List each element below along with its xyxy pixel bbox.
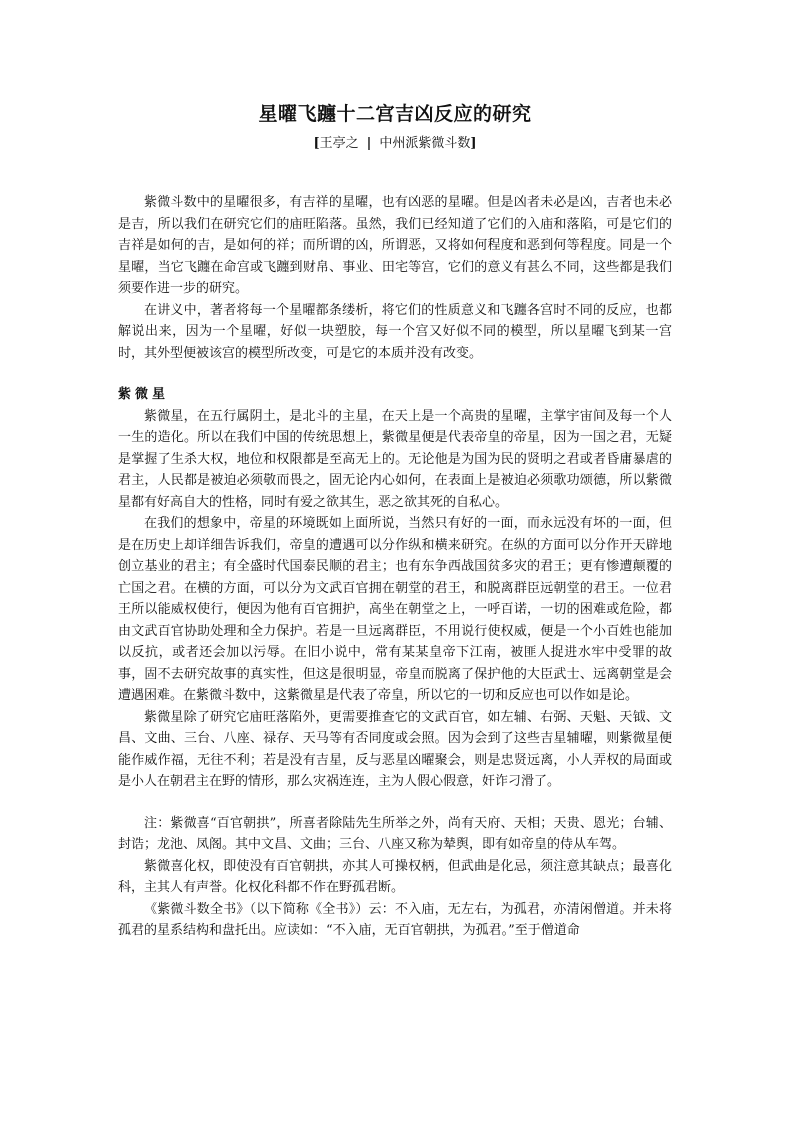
document-page <box>118 100 672 942</box>
byline-bracket-open: [ <box>313 136 320 151</box>
section-heading: 紫微星 <box>118 387 170 402</box>
document-title: 星曜飞躔十二宫吉凶反应的研究 <box>258 103 532 125</box>
body-paragraph: 在我们的想象中，帝星的环境既如上面所说，当然只有好的一面，而永远没有坏的一面，但是在历史上却详细告诉我们，帝皇的遭遇可以分作纵和横来研究。在纵的方面可以分作开天辟地创立基业的君主；有全盛时代国泰民顺的君主；也有东争西战国贫多灾的君王；更有惨遭颠覆的亡国之君。在横的方面，可以分为文武百官拥在朝堂的君王，和脱离群臣远朝堂的君王。一位君王所以能威权使行，便因为他有百官拥护，高坐在朝堂之上，一呼百诺，一切的困难或危险，都由文武百官协助处理和全力保护。若是一旦远离群臣，不用说行使权威，便是一个小百姓也能加以反抗，或者还会加以污辱。在旧小说中，常有某某皇帝下江南，被匪人捉进水牢中受罪的故事，固不去研究故事的真实性，但这是很明显，帝皇而脱离了保护他的大臣武士、远离朝堂是会遭遇困难。在紫微斗数中，这紫微星是代表了帝皇，所以它的一切和反应也可以作如是论。 <box>118 516 672 703</box>
note-paragraph: 注：紫微喜“百官朝拱”，所喜者除陆先生所举之外，尚有天府、天相；天贵、恩光；台辅、封诰；龙池、凤阁。其中文昌、文曲；三台、八座又称为辇舆，即有如帝皇的侍从车驾。 <box>118 815 672 852</box>
byline-school: 中州派紫微斗数 <box>379 136 471 151</box>
body-paragraph: 紫微星，在五行属阴土，是北斗的主星，在天上是一个高贵的星曜，主掌宇宙间及每一个人一生的造化。所以在我们中国的传统思想上，紫微星便是代表帝皇的帝星，因为一国之君，无疑是掌握了生杀大权，地位和权限都是至高无上的。无论他是为国为民的贤明之君或者昏庸暴虐的君主，人民都是被迫必须敬而畏之，固无论内心如何，在表面上是被迫必须歌功颂德，所以紫微星都有好高自大的性格，同时有爱之欲其生，恶之欲其死的自私心。 <box>118 408 672 510</box>
byline <box>118 134 672 154</box>
intro-paragraph: 在讲义中，著者将每一个星曜都条缕析，将它们的性质意义和飞躔各宫时不同的反应，也都解说出来，因为一个星曜，好似一块塑胶，每一个宫又好似不同的模型，所以星曜飞到某一宫时，其外型便被该宫的模型所改变，可是它的本质并没有改变。 <box>118 302 672 361</box>
byline-author: 王亭之 <box>319 136 359 151</box>
note-paragraph: 紫微喜化权，即使没有百官朝拱，亦其人可操权柄，但武曲是化忌，须注意其缺点；最喜化科，主其人有声誉。化权化科都不作在野孤君断。 <box>118 858 672 895</box>
note-paragraph: 《紫微斗数全书》（以下简称《全书》）云：不入庙，无左右，为孤君，亦清闲僧道。并未将孤君的星系结构和盘托出。应读如：“不入庙，无百官朝拱，为孤君。”至于僧道命 <box>118 901 672 938</box>
body-paragraph: 紫微星除了研究它庙旺落陷外，更需要推查它的文武百官，如左辅、右弼、天魁、天钺、文昌、文曲、三台、八座、禄存、天马等有否同度或会照。因为会到了这些吉星辅曜，则紫微星便能作威作福，无往不利；若是没有吉星，反与恶星凶曜聚会，则是忠贤远离，小人弄权的局面或是小人在朝君主在野的情形，那么灾祸连连，主为人假心假意，奸诈刁滑了。 <box>118 709 672 789</box>
section-gap <box>118 793 672 813</box>
byline-bracket-close: ] <box>470 136 477 151</box>
byline-separator: | <box>366 136 372 151</box>
intro-paragraph: 紫微斗数中的星曜很多，有吉祥的星曜，也有凶恶的星曜。但是凶者未必是凶，吉者也未必是吉，所以我们在研究它们的庙旺陷落。虽然，我们已经知道了它们的入庙和落陷，可是它们的吉祥是如何的吉，是如何的祥；而所谓的凶，所谓恶，又将如何程度和恶到何等程度。同是一个星曜，当它飞躔在命宫或飞躔到财帛、事业、田宅等宫，它们的意义有甚么不同，这些都是我们须要作进一步的研究。 <box>118 195 672 296</box>
